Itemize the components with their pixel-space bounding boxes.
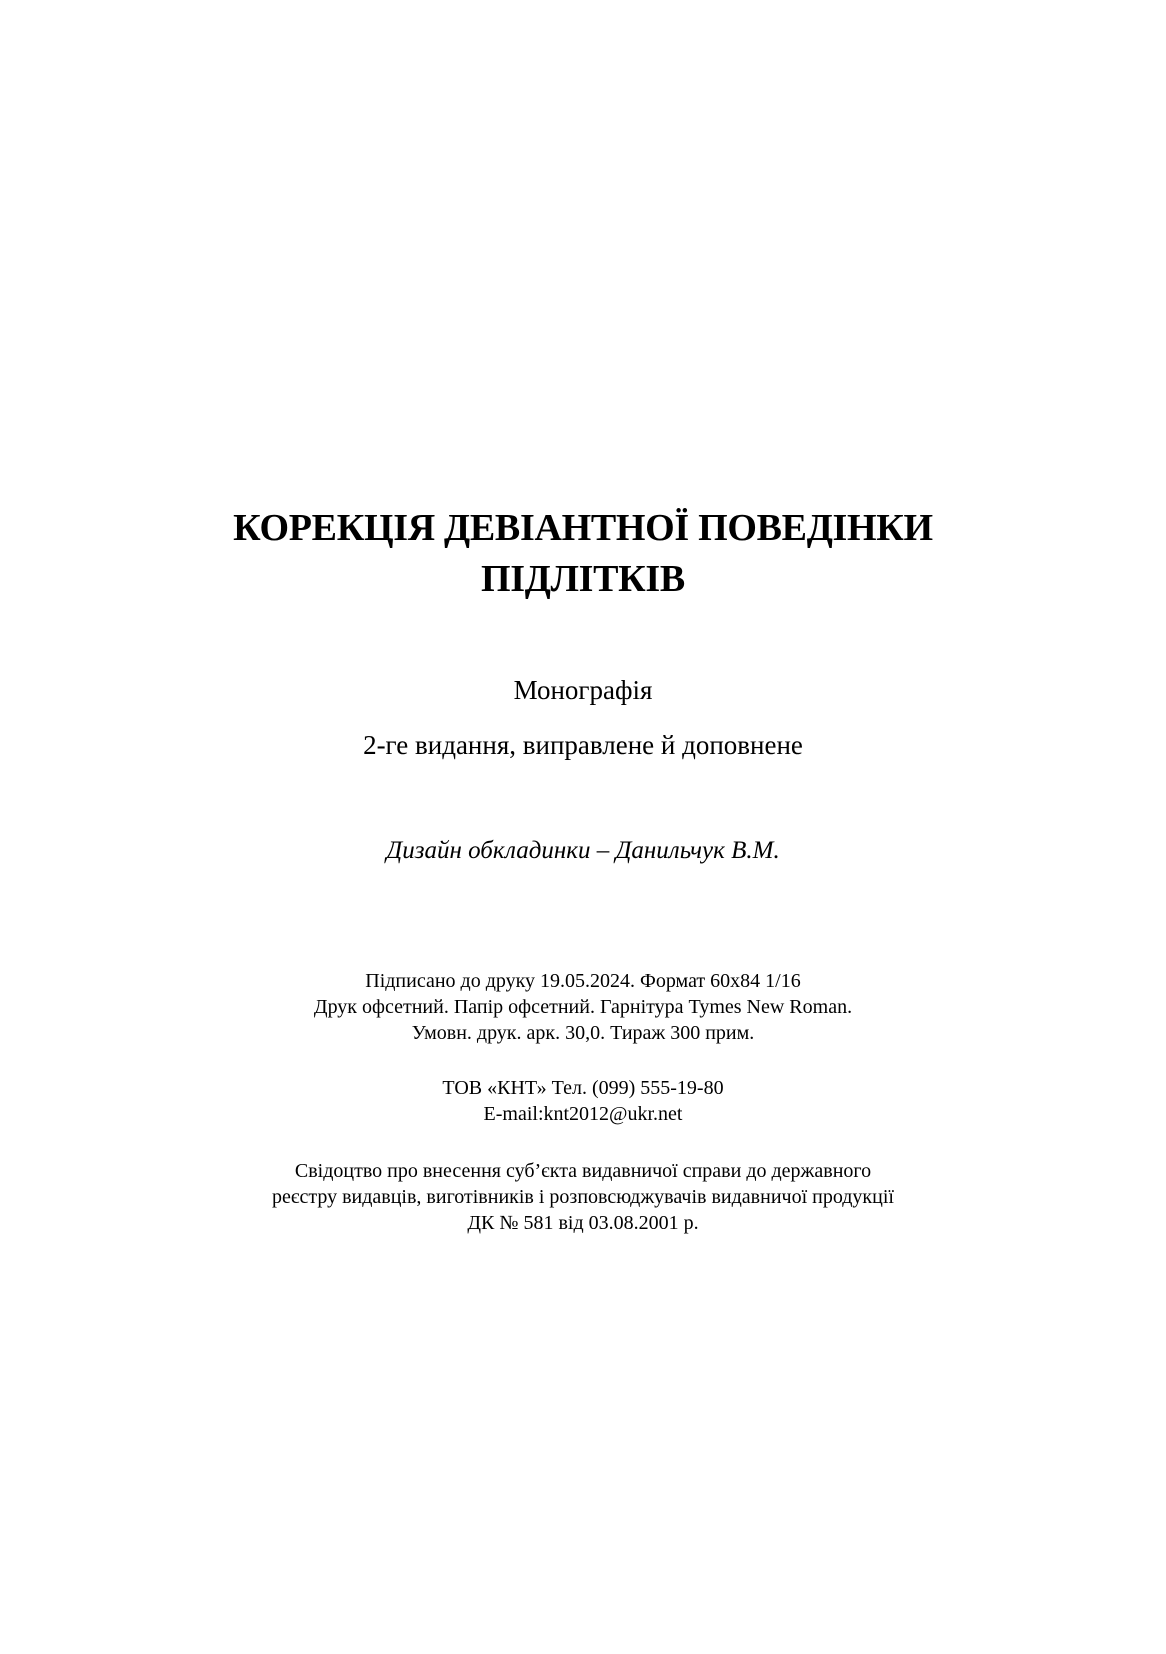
publisher-contact — [0, 1075, 1166, 1127]
imprint-details — [0, 968, 1166, 1046]
publisher-certificate — [0, 1158, 1166, 1236]
book-title-line-1: КОРЕКЦІЯ ДЕВІАНТНОЇ ПОВЕДІНКИ — [233, 507, 933, 549]
book-title-line-2: ПІДЛІТКІВ — [481, 558, 685, 600]
book-title — [0, 503, 1166, 605]
certificate-line-2: реєстру видавців, виготівників і розповсюджувачів видавничої продукції — [272, 1186, 894, 1208]
publisher-phone: ТОВ «КНТ» Тел. (099) 555-19-80 — [442, 1077, 724, 1099]
book-genre: Монографія — [513, 675, 653, 705]
imprint-line-1: Підписано до друку 19.05.2024. Формат 60х84 1/16 — [365, 970, 801, 992]
imprint-line-2: Друк офсетний. Папір офсетний. Гарнітура Tymes New Roman. — [313, 996, 853, 1018]
imprint-line-3: Умовн. друк. арк. 30,0. Тираж 300 прим. — [411, 1022, 755, 1044]
publisher-email: E-mail:knt2012@ukr.net — [483, 1103, 683, 1125]
certificate-line-1: Свідоцтво про внесення суб’єкта видавничої справи до державного — [294, 1160, 872, 1182]
cover-design-credit: Дизайн обкладинки – Данильчук В.М. — [386, 837, 780, 864]
edition-note: 2-ге видання, виправлене й доповнене — [363, 730, 803, 760]
certificate-line-3: ДК № 581 від 03.08.2001 р. — [467, 1212, 699, 1234]
